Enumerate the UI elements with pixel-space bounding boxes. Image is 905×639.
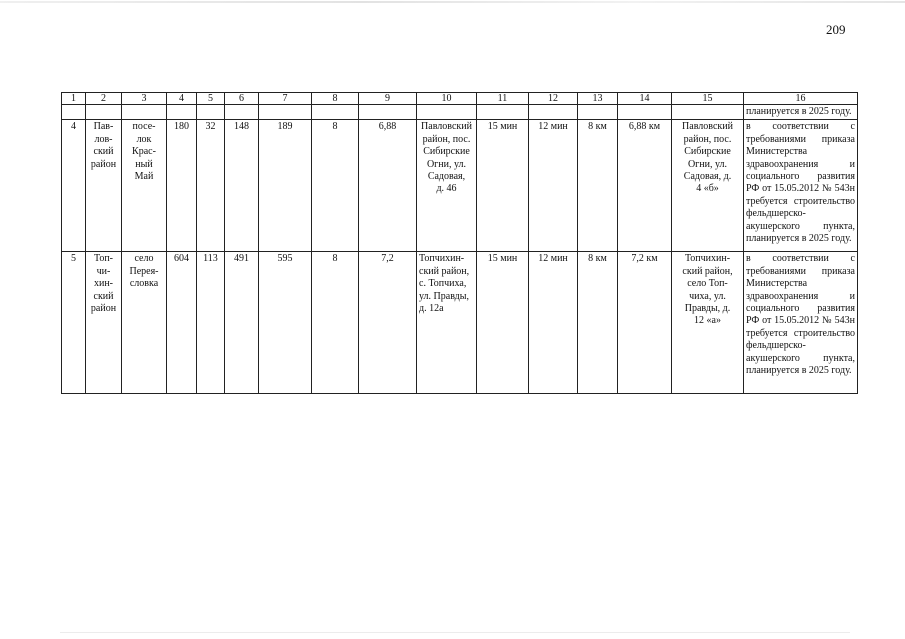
time-walk-cell: 15 мин — [477, 120, 529, 252]
address-cell: Павловский район, пос. Сибирские Огни, ул. Садовая, д. 46 — [417, 120, 477, 252]
row-number: 5 — [62, 252, 86, 394]
header-cell: 8 — [312, 93, 359, 105]
header-cell: 14 — [618, 93, 672, 105]
data-table — [61, 92, 858, 394]
header-cell: 2 — [86, 93, 122, 105]
header-cell: 12 — [529, 93, 578, 105]
value-cell: 6,88 — [359, 120, 417, 252]
settlement-cell: село Перея- словка — [122, 252, 167, 394]
settlement-cell: посе- лок Крас- ный Май — [122, 120, 167, 252]
note-cell: в соответствии с требованиями приказа Министерства здравоохранения и социального развития РФ от 15.05.2012 № 543н требуется строительство фельдшерско-акушерского пункта, планируется в 2025 году. — [744, 120, 858, 252]
value-cell: 180 — [167, 120, 197, 252]
header-cell: 10 — [417, 93, 477, 105]
header-cell: 6 — [225, 93, 259, 105]
header-cell: 5 — [197, 93, 225, 105]
distance-cell: 8 км — [578, 252, 618, 394]
carry-over-row — [62, 105, 858, 120]
distance-cell: 8 км — [578, 120, 618, 252]
value-cell: 32 — [197, 120, 225, 252]
time-drive-cell: 12 мин — [529, 120, 578, 252]
table-row — [62, 252, 858, 394]
note-cell: в соответствии с требованиями приказа Министерства здравоохранения и социального развития РФ от 15.05.2012 № 543н требуется строительство фельдшерско-акушерского пункта, планируется в 2025 году. — [744, 252, 858, 394]
facility-address-cell: Павловский район, пос. Сибирские Огни, ул. Садовая, д. 4 «б» — [672, 120, 744, 252]
scan-edge-bottom — [60, 632, 850, 633]
district-cell: Пав- лов- ский район — [86, 120, 122, 252]
value-cell: 8 — [312, 120, 359, 252]
value-cell: 595 — [259, 252, 312, 394]
facility-address-cell: Топчихин- ский район, село Топ- чиха, ул. Правды, д. 12 «а» — [672, 252, 744, 394]
header-cell: 9 — [359, 93, 417, 105]
value-cell: 7,2 — [359, 252, 417, 394]
distance-cell: 6,88 км — [618, 120, 672, 252]
value-cell: 8 — [312, 252, 359, 394]
header-cell: 16 — [744, 93, 858, 105]
address-cell: Топчихин- ский район, с. Топчиха, ул. Правды, д. 12а — [417, 252, 477, 394]
row-number: 4 — [62, 120, 86, 252]
header-cell: 15 — [672, 93, 744, 105]
header-cell: 3 — [122, 93, 167, 105]
header-cell: 11 — [477, 93, 529, 105]
header-cell: 7 — [259, 93, 312, 105]
header-cell: 1 — [62, 93, 86, 105]
time-walk-cell: 15 мин — [477, 252, 529, 394]
table-row — [62, 120, 858, 252]
time-drive-cell: 12 мин — [529, 252, 578, 394]
value-cell: 189 — [259, 120, 312, 252]
carry-over-text: планируется в 2025 году. — [744, 105, 858, 120]
value-cell: 604 — [167, 252, 197, 394]
value-cell: 491 — [225, 252, 259, 394]
value-cell: 148 — [225, 120, 259, 252]
scan-edge-top — [0, 1, 905, 3]
distance-cell: 7,2 км — [618, 252, 672, 394]
district-cell: Топ- чи- хин- ский район — [86, 252, 122, 394]
header-cell: 4 — [167, 93, 197, 105]
header-cell: 13 — [578, 93, 618, 105]
page-number: 209 — [826, 22, 846, 37]
table-header-row — [62, 93, 858, 105]
value-cell: 113 — [197, 252, 225, 394]
